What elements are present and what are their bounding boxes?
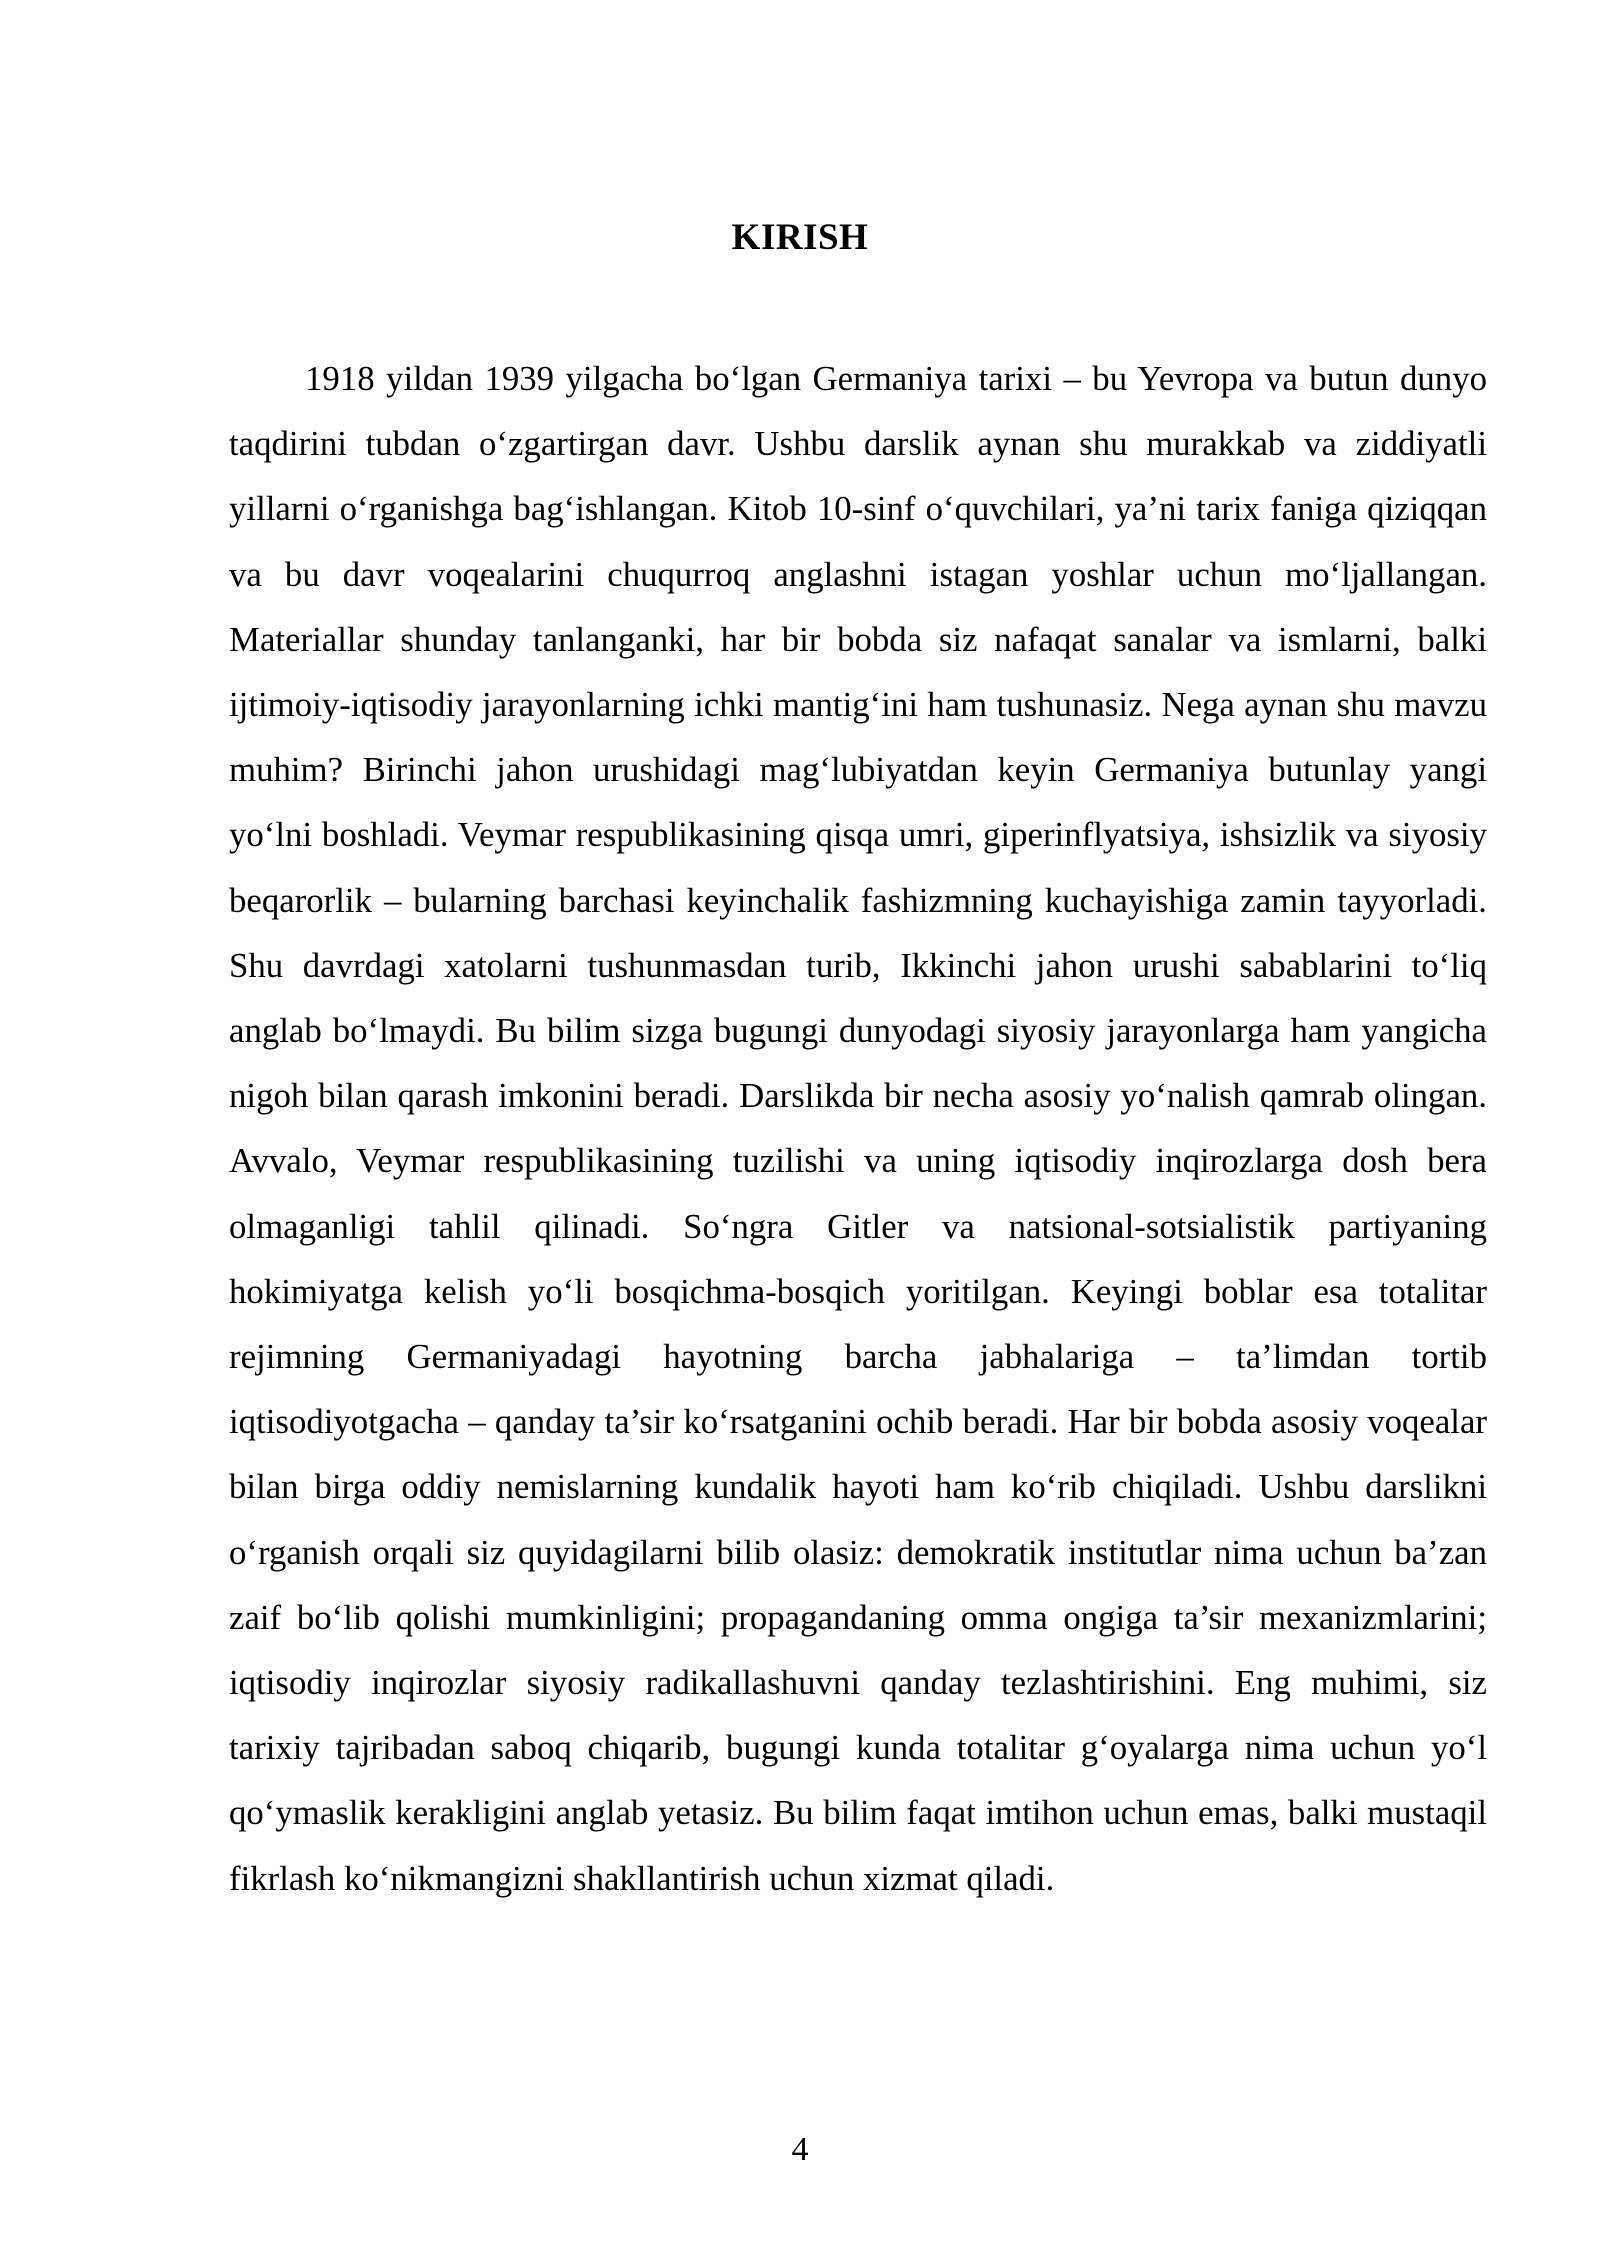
page-title: KIRISH [731,217,869,258]
body-paragraph: 1918 yildan 1939 yilgacha bo‘lgan Germaniya tarixi – bu Yevropa va butun dunyo taqdirini tubdan o‘zgartirgan davr. Ushbu darslik aynan shu murakkab va ziddiyatli yillarni o‘rganishga bag‘ishlangan. Kitob 10-sinf o‘quvchilari, ya’ni tarix faniga qiziqqan va bu davr voqealarini chuqurroq anglashni istagan yoshlar uchun mo‘ljallangan. Materiallar shunday tanlanganki, har bir bobda siz nafaqat sanalar va ismlarni, balki ijtimoiy-iqtisodiy jarayonlarning ichki mantig‘ini ham tushunasiz. Nega aynan shu mavzu muhim? Birinchi jahon urushidagi mag‘lubiyatdan keyin Germaniya butunlay yangi yo‘lni boshladi. Veymar respublikasining qisqa umri, giperinflyatsiya, ishsizlik va siyosiy beqarorlik – bularning barchasi keyinchalik fashizmning kuchayishiga zamin tayyorladi. Shu davrdagi xatolarni tushunmasdan turib, Ikkinchi jahon urushi sabablarini to‘liq anglab bo‘lmaydi. Bu bilim sizga bugungi dunyodagi siyosiy jarayonlarga ham yangicha nigoh bilan qarash imkonini beradi. Darslikda bir necha asosiy yo‘nalish qamrab olingan. Avvalo, Veymar respublikasining tuzilishi va uning iqtisodiy inqirozlarga dosh bera olmaganligi tahlil qilinadi. So‘ngra Gitler va natsional-sotsialistik partiyaning hokimiyatga kelish yo‘li bosqichma-bosqich yoritilgan. Keyingi boblar esa totalitar rejimning Germaniyadagi hayotning barcha jabhalariga – ta’limdan tortib iqtisodiyotgacha – qanday ta’sir ko‘rsatganini ochib beradi. Har bir bobda asosiy voqealar bilan birga oddiy nemislarning kundalik hayoti ham ko‘rib chiqiladi. Ushbu darslikni o‘rganish orqali siz quyidagilarni bilib olasiz: demokratik institutlar nima uchun ba’zan zaif bo‘lib qolishi mumkinligini; propagandaning omma ongiga ta’sir mexanizmlarini; iqtisodiy inqirozlar siyosiy radikallashuvni qanday tezlashtirishini. Eng muhimi, siz tarixiy tajribadan saboq chiqarib, bugungi kunda totalitar g‘oyalarga nima uchun yo‘l qo‘ymaslik kerakligini anglab yetasiz. Bu bilim faqat imtihon uchun emas, balki mustaqil fikrlash ko‘nikmangizni shakllantirish uchun xizmat qiladi. [229,359,1487,1898]
page-number: 4 [791,2131,809,2168]
